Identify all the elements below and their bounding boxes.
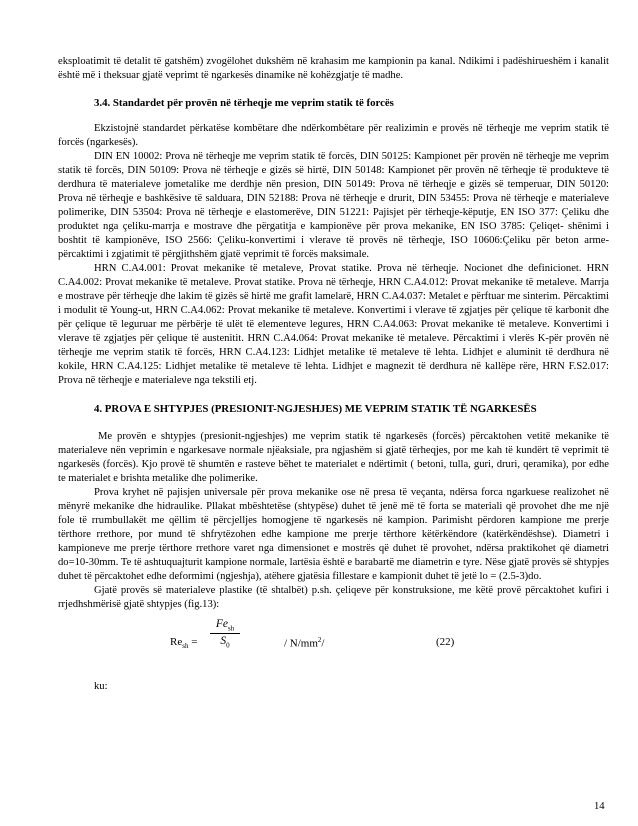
equation-number: (22): [436, 636, 455, 648]
formula-unit: / $N/mm^2/$: [284, 636, 325, 650]
section-heading-3-4: 3.4. Standardet për provën në tërheqje me veprim statik të forcës: [94, 97, 394, 109]
page-number: 14: [594, 801, 605, 812]
paragraph-compression-intro: Me provën e shtypjes (presionit-ngjeshjes) me veprim statik të ngarkesës (forcës) përcaktohen vetitë mekanike të materialeve nën veprimin e ngarkesave normale njëaksiale, pra ngjashëm si gjatë tërheqjes, por me kah të kundërt të veprimit të ngarkesës (forcës). Kjo provë të shumtën e rasteve bëhet te materialet e ndërtimit ( betoni, tulla, guri, druri, qeramika), por edhe te materialet e brishta metalike dhe polimerike.: [58, 431, 609, 484]
formula-lhs: $Re_{sh}$ =: [170, 636, 198, 651]
paragraph-standards-intro: Ekzistojnë standardet përkatëse kombëtare dhe ndërkombëtare për realizimin e provës në tërheqje me veprim statik të forcës (ngarkesës).: [58, 123, 609, 148]
section-heading-4: 4. PROVA E SHTYPJES (PRESIONIT-NGJESHJES) ME VEPRIM STATIK TË NGARKESËS: [94, 403, 537, 415]
formula-numerator: $Fe_{sh}$: [210, 618, 240, 634]
paragraph-ku: ku:: [94, 681, 108, 692]
formula-denominator: $S_0$: [220, 635, 230, 650]
formula-fraction: [210, 618, 240, 650]
formula-22: [58, 618, 609, 674]
paragraph-intro: eksploatimit të detalit të gatshëm) zvogëlohet dukshëm në krahasim me kampionin pa kanal. Ndikimi i padëshirueshëm i kanalit është më i theksuar gjatë veprimt të ngarkesës dinamike në kohëzgjatje të madhe.: [58, 56, 609, 81]
paragraph-plastic-materials: Gjatë provës së materialeve plastike (të shtalbët) p.sh. çeliqeve për konstruksione, me këtë provë përcaktohet kufiri i rrjedhshmërisë gjatë shtypjes (fig.13):: [58, 585, 609, 610]
paragraph-hrn-standards: HRN C.A4.001: Provat mekanike të metaleve, Provat statike. Prova në tërheqje. Nocionet dhe definicionet. HRN C.A4.002: Provat mekanike të metaleve. Provat statike. Prova në tërheqje, HRN C.A4.012: Provat mekanike të metaleve. Marrja e mostrave për tërheqje dhe lakim të gizës së hirtë me grafit lamelarë, HRN C.A4.037: Metalet e përftuar me sinterim. Përcaktimi i modulit të Young-ut, HRN C.A4.062: Provat mekanike të metaleve. Konvertimi i vlerave të zgjatjes për çelique të karbonit dhe për çelique të leguruar me përbërje të ulët të elementeve legures, HRN C.A4.063: Provat mekanike të metaleve. Konvertimi i vlerave të zgjatjes për çelique të austenitit. HRN C.A4.064: Provat mekanike të metaleve. Përcaktimi i vlerës K-për provën në tërheqje me veprim statik të forcës, HRN C.A4.123: Lidhjet metalike të metaleve të lehta. Lidhjet e aluminit të derdhura në kokile, HRN C.A4.125: Lidhjet metalike të metaleve të lehta. Lidhjet e magnezit të derdhura në kallëpe rëre, HRN F.S2.017: Prova në tërheqje e materialeve nga tekstili etj.: [58, 263, 609, 386]
paragraph-din-standards: DIN EN 10002: Prova në tërheqje me veprim statik të forcës, DIN 50125: Kampionet për provën në tërheqje me veprim statik të forcës, DIN 50109: Prova në tërheqje e gizës së hirtë, DIN 50148: Kampionet për provën në tërheqje të produkteve të derdhura të materialeve jometalike me derdhje nën presion, DIN 50149: Prova në tërheqje e gizës së temperuar, DIN 50120: Prova në tërheqje e bashkësive të salduara, DIN 52188: Prova në tërheqje e drurit, DIN 53455: Prova në tërheqje e materialeve polimerike, DIN 53504: Prova në tërheqje e elastomerëve, DIN 51221: Pajisjet për tërheqje-këputje, EN ISO 377: Çeliku dhe produktet nga çeliku-marrja e mostrave dhe përgatitja e kampionëve për prova mekanike, EN ISO 3785: Çeliqet- shënimi i boshtit të kampionëve, ISO 2566: Çeliku-konvertimi i vlerave të provës në tërheqje, ISO 10606:Çeliku për beton arme-përcaktimi i zgjatimit të përgjithshëm gjatë veprimit të forcës maksimale.: [58, 151, 609, 260]
paragraph-compression-procedure: Prova kryhet në pajisjen universale për prova mekanike ose në presa të veçanta, ndërsa forca ngarkuese realizohet në mënyrë mekanike dhe hidraulike. Pllakat mbështetëse (shtypëse) duhet të jenë më të forta se materiali që provohet dhe me një fole të rrumbullakët me qëllim të përcjelljes homogjene të ngarkesës në kampion. Parimisht përdoren kampione me prerje tërthore rrethore, por mund të shfrytëzohen edhe kampione me prerje tërthore këtërkëndore (katërkëndëshse). Diametri i kampioneve me prerje tërthore rrethore varet nga dimensionet e mostrës që duhet të provohet, ndërsa praktikohet që diametri do=10-30mm. Te të ashtuquajturit kampione normale, lartësia është e barabartë me diametrin e tyre. Nëse gjatë provës së shtypjes duhet të përcaktohet edhe deformimi (ngjeshja), atëhere gjatësia fillestare e kampionit duhet të jetë lo = (2.5-3)do.: [58, 487, 609, 582]
